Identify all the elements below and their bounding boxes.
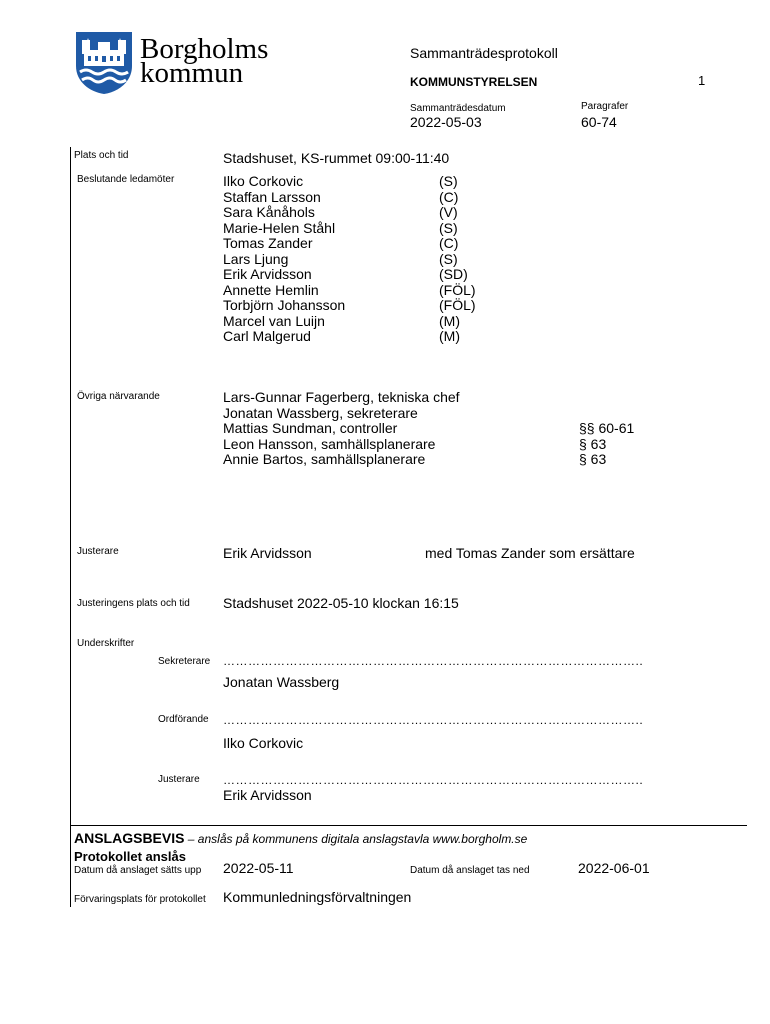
adjust-place-label: Justeringens plats och tid bbox=[77, 598, 190, 609]
logo-text-line1: Borgholms bbox=[140, 33, 269, 65]
adjuster-value: Erik Arvidsson bbox=[223, 545, 312, 561]
list-item: Leon Hansson, samhällsplanerare § 63 bbox=[223, 435, 607, 452]
removed-label: Datum då anslaget tas ned bbox=[410, 865, 530, 876]
paragraphs-value: 60-74 bbox=[581, 114, 617, 130]
place-label: Plats och tid bbox=[74, 150, 129, 161]
list-item: Annie Bartos, samhällsplanerare § 63 bbox=[223, 451, 607, 467]
notice-heading bbox=[74, 830, 527, 846]
list-item: Annette Hemlin (FÖL) bbox=[223, 281, 476, 298]
notice-divider bbox=[70, 825, 747, 826]
notice-subtitle: – anslås på kommunens digitala anslagstavla www.borgholm.se bbox=[184, 832, 528, 846]
signatures-label: Underskrifter bbox=[77, 638, 135, 649]
adjuster-signature-line: ……………………………………………………………………………………….. bbox=[223, 773, 644, 787]
sig-adjuster-label: Justerare bbox=[158, 774, 200, 785]
secretary-label: Sekreterare bbox=[158, 656, 211, 667]
list-item: Mattias Sundman, controller §§ 60-61 bbox=[223, 420, 635, 436]
notice-title: ANSLAGSBEVIS bbox=[74, 830, 185, 846]
list-item: Ilko Corkovic (S) bbox=[223, 173, 458, 189]
left-margin-rule bbox=[70, 147, 71, 907]
others-label: Övriga närvarande bbox=[77, 391, 160, 402]
list-item: Torbjörn Johansson (FÖL) bbox=[223, 297, 476, 313]
coat-of-arms-icon bbox=[74, 30, 134, 96]
list-item: Staffan Larsson (C) bbox=[223, 188, 459, 205]
list-item: Carl Malgerud (M) bbox=[223, 328, 460, 344]
municipality-logo bbox=[74, 30, 134, 101]
place-value: Stadshuset, KS-rummet 09:00-11:40 bbox=[223, 150, 450, 166]
posted-label: Datum då anslaget sätts upp bbox=[74, 865, 202, 876]
adjuster-label: Justerare bbox=[77, 546, 119, 557]
members-list bbox=[223, 174, 523, 345]
board-name: KOMMUNSTYRELSEN bbox=[410, 75, 538, 89]
secretary-signature-line: ……………………………………………………………………………………….. bbox=[223, 654, 644, 668]
storage-value: Kommunledningsförvaltningen bbox=[223, 889, 412, 905]
storage-label: Förvaringsplats för protokollet bbox=[74, 894, 206, 905]
list-item: Jonatan Wassberg, sekreterare bbox=[223, 404, 418, 421]
list-item: Tomas Zander (C) bbox=[223, 235, 459, 251]
list-item: Marie-Helen Ståhl (S) bbox=[223, 219, 458, 236]
adjuster-substitute: med Tomas Zander som ersättare bbox=[425, 545, 635, 561]
chair-signature-line: ……………………………………………………………………………………….. bbox=[223, 713, 644, 727]
list-item: Marcel van Luijn (M) bbox=[223, 312, 460, 329]
posted-value: 2022-05-11 bbox=[223, 860, 294, 876]
page-number: 1 bbox=[698, 73, 706, 88]
chair-label: Ordförande bbox=[158, 714, 209, 725]
date-value: 2022-05-03 bbox=[410, 114, 482, 130]
removed-value: 2022-06-01 bbox=[578, 860, 650, 876]
list-item: Lars Ljung (S) bbox=[223, 250, 458, 267]
paragraphs-label: Paragrafer bbox=[581, 101, 629, 112]
list-item: Erik Arvidsson (SD) bbox=[223, 266, 468, 282]
members-label: Beslutande ledamöter bbox=[77, 174, 175, 185]
logo-text-line2: kommun bbox=[140, 57, 244, 89]
list-item: Sara Kånåhols (V) bbox=[223, 204, 458, 220]
others-list bbox=[223, 390, 653, 468]
chair-name: Ilko Corkovic bbox=[223, 735, 304, 751]
doc-type: Sammanträdesprotokoll bbox=[410, 45, 558, 61]
adjust-place-value: Stadshuset 2022-05-10 klockan 16:15 bbox=[223, 595, 459, 611]
list-item: Lars-Gunnar Fagerberg, tekniska chef bbox=[223, 389, 460, 405]
date-label: Sammanträdesdatum bbox=[410, 103, 506, 114]
secretary-name: Jonatan Wassberg bbox=[223, 674, 340, 690]
posted-heading: Protokollet anslås bbox=[74, 849, 186, 864]
sig-adjuster-name: Erik Arvidsson bbox=[223, 787, 312, 803]
